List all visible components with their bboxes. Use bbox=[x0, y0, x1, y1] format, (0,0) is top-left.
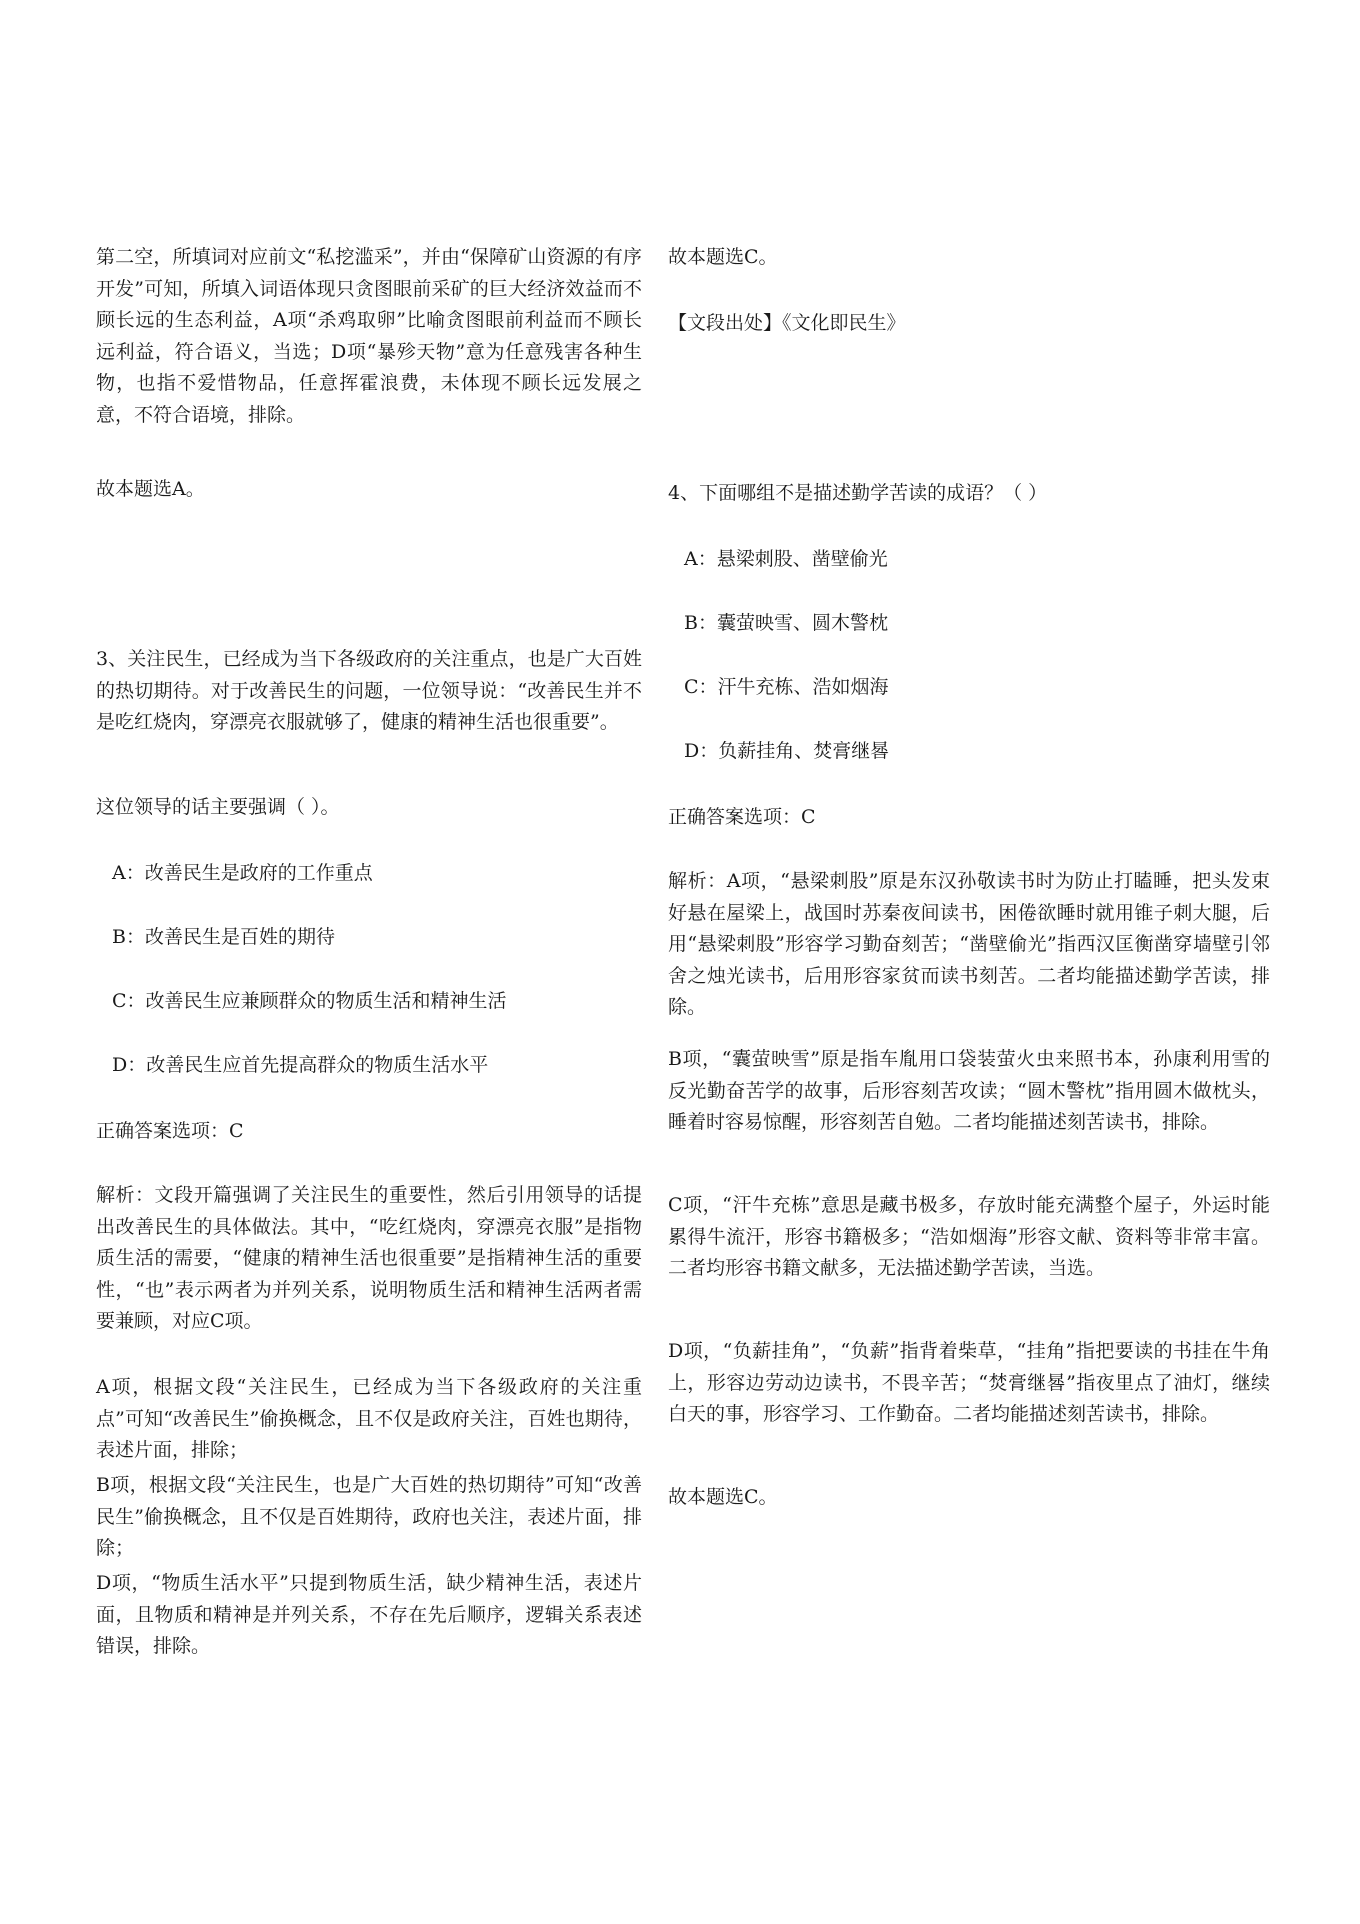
q3-question: 这位领导的话主要强调（ ）。 bbox=[96, 796, 340, 818]
q3-option-a-note: A项，根据文段“关注民生，已经成为当下各级政府的关注重点”可知“改善民生”偷换概念，且不仅是政府关注，百姓也期待，表述片面，排除； bbox=[96, 1376, 642, 1461]
q4-option-b: B：囊萤映雪、圆木警枕 bbox=[684, 612, 888, 634]
q4-stem: 4、下面哪组不是描述勤学苦读的成语？（ ） bbox=[668, 482, 1048, 504]
q2-analysis: 第二空，所填词对应前文“私挖滥采”，并由“保障矿山资源的有序开发”可知，所填入词语体现只贪图眼前采矿的巨大经济效益而不顾长远的生态利益，A项“杀鸡取卵”比喻贪图眼前利益而不顾长远利益，符合语义，当选；D项“暴殄天物”意为任意残害各种生物，也指不爱惜物品，任意挥霍浪费，未体现不顾长远发展之意，不符合语境，排除。 bbox=[96, 246, 642, 426]
q2-conclusion: 故本题选A。 bbox=[96, 478, 205, 500]
q3-conclusion: 故本题选C。 bbox=[668, 246, 778, 268]
q3-source: 【文段出处】《文化即民生》 bbox=[668, 312, 906, 334]
q3-stem: 3、关注民生，已经成为当下各级政府的关注重点，也是广大百姓的热切期待。对于改善民生的问题，一位领导说：“改善民生并不是吃红烧肉，穿漂亮衣服就够了，健康的精神生活也很重要”。 bbox=[96, 648, 642, 733]
q4-option-d-note: D项，“负薪挂角”，“负薪”指背着柴草，“挂角”指把要读的书挂在牛角上，形容边劳动边读书，不畏辛苦；“焚膏继晷”指夜里点了油灯，继续白天的事，形容学习、工作勤奋。二者均能描述刻苦读书，排除。 bbox=[668, 1340, 1270, 1425]
q4-option-a: A：悬梁刺股、凿壁偷光 bbox=[684, 548, 888, 570]
q3-answer: 正确答案选项：C bbox=[96, 1120, 244, 1142]
q3-option-c: C：改善民生应兼顾群众的物质生活和精神生活 bbox=[112, 990, 507, 1012]
q4-option-c-note: C项，“汗牛充栋”意思是藏书极多，存放时能充满整个屋子，外运时能累得牛流汗，形容书籍极多；“浩如烟海”形容文献、资料等非常丰富。二者均形容书籍文献多，无法描述勤学苦读，当选。 bbox=[668, 1194, 1270, 1279]
q3-option-b-note: B项，根据文段“关注民生，也是广大百姓的热切期待”可知“改善民生”偷换概念，且不仅是百姓期待，政府也关注，表述片面，排除； bbox=[96, 1474, 642, 1559]
q3-option-b: B：改善民生是百姓的期待 bbox=[112, 926, 335, 948]
q4-option-c: C：汗牛充栋、浩如烟海 bbox=[684, 676, 889, 698]
q4-option-d: D：负薪挂角、焚膏继晷 bbox=[684, 740, 890, 762]
q4-answer: 正确答案选项：C bbox=[668, 806, 816, 828]
q3-option-d: D：改善民生应首先提高群众的物质生活水平 bbox=[112, 1054, 489, 1076]
q3-option-a: A：改善民生是政府的工作重点 bbox=[112, 862, 373, 884]
q4-option-b-note: B项，“囊萤映雪”原是指车胤用口袋装萤火虫来照书本，孙康利用雪的反光勤奋苦学的故事，后形容刻苦攻读；“圆木警枕”指用圆木做枕头，睡着时容易惊醒，形容刻苦自勉。二者均能描述刻苦读书，排除。 bbox=[668, 1048, 1270, 1133]
q3-option-d-note: D项，“物质生活水平”只提到物质生活，缺少精神生活，表述片面，且物质和精神是并列关系，不存在先后顺序，逻辑关系表述错误，排除。 bbox=[96, 1572, 642, 1657]
q4-analysis: 解析：A项，“悬梁刺股”原是东汉孙敬读书时为防止打瞌睡，把头发束好悬在屋梁上，战国时苏秦夜间读书，困倦欲睡时就用锥子刺大腿，后用“悬梁刺股”形容学习勤奋刻苦；“凿壁偷光”指西汉匡衡凿穿墙壁引邻舍之烛光读书，后用形容家贫而读书刻苦。二者均能描述勤学苦读，排除。 bbox=[668, 870, 1270, 1018]
q3-analysis: 解析：文段开篇强调了关注民生的重要性，然后引用领导的话提出改善民生的具体做法。其中，“吃红烧肉，穿漂亮衣服”是指物质生活的需要，“健康的精神生活也很重要”是指精神生活的重要性，“也”表示两者为并列关系，说明物质生活和精神生活两者需要兼顾，对应C项。 bbox=[96, 1184, 642, 1332]
q4-conclusion: 故本题选C。 bbox=[668, 1486, 778, 1508]
